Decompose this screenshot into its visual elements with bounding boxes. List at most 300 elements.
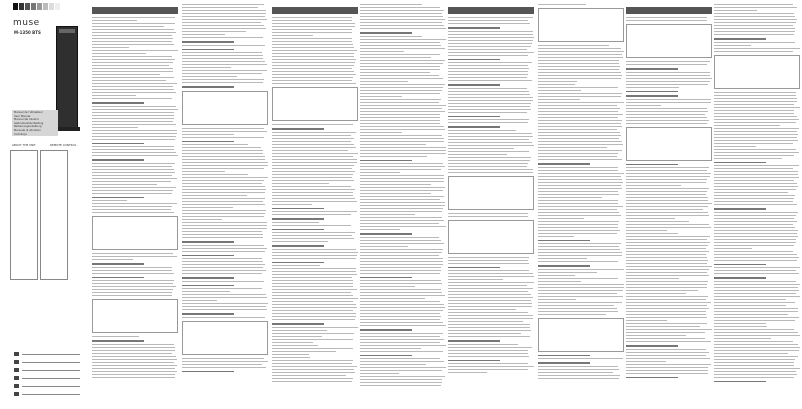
text-line (92, 32, 176, 33)
text-line (448, 65, 528, 66)
figure (448, 220, 534, 254)
text-line (360, 217, 442, 218)
text-line (714, 296, 800, 297)
text-line (360, 132, 402, 133)
text-line (538, 281, 581, 282)
text-line (626, 20, 707, 21)
text-line (92, 374, 175, 375)
text-line (360, 220, 444, 221)
text-line (714, 16, 795, 17)
text-line (92, 136, 176, 137)
text-column (626, 4, 712, 380)
text-line (626, 78, 712, 79)
text-line (626, 341, 711, 342)
text-line (360, 172, 400, 173)
text-line (538, 150, 622, 151)
text-line (360, 237, 439, 238)
text-line (626, 287, 707, 288)
text-line (272, 286, 353, 287)
text-column (538, 4, 624, 381)
subheading (360, 355, 412, 357)
text-line (626, 296, 708, 297)
text-line (92, 118, 174, 119)
subheading (272, 323, 324, 325)
text-line (182, 222, 267, 223)
color-calibration-strip (13, 3, 60, 10)
text-line (360, 358, 440, 359)
text-line (626, 370, 708, 371)
text-line (714, 317, 799, 318)
text-line (714, 183, 797, 184)
text-line (538, 224, 618, 225)
text-line (538, 141, 622, 142)
section-heading (272, 7, 358, 14)
text-line (626, 364, 711, 365)
text-line (626, 311, 706, 312)
text-line (626, 194, 706, 195)
text-line (448, 288, 533, 289)
text-line (626, 173, 711, 174)
text-line (92, 106, 176, 107)
text-line (538, 153, 618, 154)
text-line (538, 194, 619, 195)
text-line (182, 273, 262, 274)
subheading (182, 41, 234, 43)
text-line (272, 62, 355, 63)
text-line (272, 357, 310, 358)
text-line (272, 280, 353, 281)
text-line (448, 106, 530, 107)
text-line (626, 293, 686, 294)
text-line (360, 42, 440, 43)
text-line (626, 206, 708, 207)
text-line (92, 62, 173, 63)
text-line (714, 125, 780, 126)
text-line (714, 101, 797, 102)
text-line (714, 201, 793, 202)
text-line (182, 303, 268, 304)
text-line (182, 165, 268, 166)
text-line (272, 201, 357, 202)
text-line (448, 17, 533, 18)
text-line (538, 99, 580, 100)
text-line (182, 168, 264, 169)
text-line (538, 293, 617, 294)
text-line (360, 255, 439, 256)
text-line (626, 305, 707, 306)
language-item: Manuel de l'utilisateur (14, 111, 43, 114)
text-line (714, 308, 798, 309)
text-line (182, 306, 266, 307)
text-line (182, 231, 262, 232)
text-line (360, 10, 444, 11)
text-line (448, 356, 529, 357)
text-line (92, 71, 173, 72)
text-line (360, 75, 439, 76)
text-line (448, 71, 528, 72)
text-line (272, 144, 354, 145)
text-line (182, 174, 248, 175)
text-line (272, 189, 355, 190)
text-line (626, 81, 710, 82)
subheading (714, 208, 766, 210)
text-line (360, 292, 442, 293)
text-line (360, 373, 399, 374)
text-line (626, 278, 679, 279)
text-line (360, 39, 446, 40)
text-line (714, 314, 788, 315)
text-line (182, 156, 265, 157)
text-line (182, 137, 264, 138)
text-line (714, 326, 767, 327)
text-line (182, 31, 246, 32)
text-line (626, 272, 707, 273)
text-line (360, 205, 445, 206)
text-line (448, 40, 533, 41)
text-line (272, 32, 352, 33)
text-line (538, 78, 621, 79)
text-line (92, 190, 173, 191)
text-line (272, 360, 353, 361)
text-line (448, 294, 531, 295)
text-line (448, 49, 527, 50)
language-item: User Manual (14, 114, 31, 118)
text-line (448, 263, 529, 264)
subheading (714, 381, 766, 383)
subheading (626, 377, 678, 379)
figure (626, 24, 712, 58)
text-line (714, 168, 793, 169)
text-line (626, 242, 710, 243)
text-line (538, 302, 622, 303)
text-line (182, 228, 267, 229)
text-line (360, 240, 441, 241)
text-line (538, 314, 606, 315)
text-line (448, 273, 533, 274)
text-line (182, 13, 266, 14)
text-line (538, 123, 621, 124)
text-line (92, 259, 133, 260)
text-line (448, 160, 530, 161)
text-line (272, 174, 353, 175)
text-line (182, 171, 225, 172)
text-line (626, 61, 710, 62)
text-line (626, 84, 708, 85)
text-line (182, 58, 263, 59)
text-line (272, 375, 346, 376)
text-line (714, 177, 799, 178)
speaker-tower-image (56, 26, 78, 128)
text-line (92, 286, 176, 287)
text-line (626, 257, 707, 258)
text-line (360, 90, 442, 91)
text-line (272, 252, 358, 253)
text-line (714, 230, 798, 231)
text-line (714, 353, 788, 354)
text-line (360, 84, 445, 85)
text-line (272, 316, 356, 317)
text-line (448, 300, 531, 301)
text-line (92, 112, 174, 113)
text-line (360, 150, 446, 151)
subheading (448, 267, 500, 269)
text-line (92, 80, 166, 81)
text-line (360, 16, 443, 17)
subheading (272, 218, 324, 220)
text-line (92, 203, 177, 204)
text-line (448, 91, 529, 92)
text-line (92, 109, 178, 110)
text-line (272, 183, 329, 184)
text-line (360, 4, 422, 5)
text-line (182, 309, 267, 310)
text-line (182, 300, 217, 301)
subheading (538, 362, 590, 364)
text-line (182, 317, 265, 318)
text-line (538, 111, 618, 112)
text-line (538, 144, 623, 145)
text-line (714, 359, 795, 360)
text-line (92, 74, 160, 75)
text-line (626, 72, 710, 73)
text-line (626, 102, 711, 103)
text-line (92, 181, 171, 182)
text-line (714, 204, 797, 205)
figure (538, 8, 624, 42)
text-line (360, 126, 444, 127)
text-line (714, 137, 797, 138)
text-line (92, 86, 173, 87)
text-line (272, 159, 357, 160)
text-line (272, 77, 353, 78)
text-line (538, 96, 621, 97)
text-line (272, 330, 327, 331)
text-line (360, 105, 446, 106)
text-line (538, 375, 620, 376)
text-line (714, 371, 796, 372)
text-line (182, 364, 262, 365)
text-line (448, 136, 533, 137)
text-line (360, 367, 446, 368)
subheading (360, 160, 412, 162)
text-line (626, 191, 707, 192)
text-line (538, 120, 622, 121)
subheading (448, 126, 500, 128)
figure (626, 127, 712, 161)
text-line (92, 289, 173, 290)
text-line (360, 385, 441, 386)
text-line (448, 46, 531, 47)
text-line (92, 267, 172, 268)
text-line (182, 45, 265, 46)
text-line (626, 251, 709, 252)
text-line (626, 239, 707, 240)
text-line (626, 317, 707, 318)
subheading (92, 159, 144, 161)
text-line (182, 264, 265, 265)
text-line (538, 308, 617, 309)
text-line (538, 117, 618, 118)
subheading (182, 255, 234, 257)
text-line (626, 99, 711, 100)
subheading (448, 27, 500, 29)
text-line (360, 99, 441, 100)
text-line (182, 144, 248, 145)
text-line (448, 333, 521, 334)
text-line (448, 139, 529, 140)
text-line (360, 96, 402, 97)
text-line (448, 297, 533, 298)
text-line (92, 270, 172, 271)
section-heading (92, 7, 178, 14)
text-line (182, 267, 263, 268)
text-line (538, 72, 621, 73)
remote-diagram (40, 150, 68, 280)
text-line (538, 221, 619, 222)
text-line (92, 280, 174, 281)
text-line (182, 234, 263, 235)
text-line (92, 83, 177, 84)
text-line (626, 269, 709, 270)
text-line (92, 41, 172, 42)
text-line (626, 167, 709, 168)
text-line (92, 127, 138, 128)
text-line (272, 283, 353, 284)
text-line (538, 275, 575, 276)
text-line (448, 55, 528, 56)
text-line (92, 362, 174, 363)
text-line (714, 368, 800, 369)
text-line (92, 187, 176, 188)
text-line (626, 212, 708, 213)
text-line (448, 109, 531, 110)
text-line (714, 338, 771, 339)
text-line (626, 254, 706, 255)
text-line (360, 295, 445, 296)
text-line (714, 92, 796, 93)
subheading (272, 208, 324, 210)
text-line (92, 175, 172, 176)
text-line (626, 263, 707, 264)
text-line (626, 182, 706, 183)
text-line (272, 68, 352, 69)
text-line (360, 304, 444, 305)
text-line (626, 108, 707, 109)
text-line (182, 198, 265, 199)
text-line (626, 200, 708, 201)
text-line (538, 4, 586, 5)
text-line (626, 314, 706, 315)
text-line (448, 112, 527, 113)
text-line (714, 311, 798, 312)
text-line (92, 35, 172, 36)
text-line (182, 34, 225, 35)
text-line (626, 188, 709, 189)
text-line (626, 75, 710, 76)
text-line (448, 77, 527, 78)
subheading (360, 277, 412, 279)
text-line (272, 59, 356, 60)
text-line (448, 37, 534, 38)
text-line (714, 19, 797, 20)
subheading (448, 84, 500, 86)
text-line (92, 209, 171, 210)
text-line (92, 38, 173, 39)
text-line (714, 227, 795, 228)
text-line (538, 209, 617, 210)
text-line (448, 318, 533, 319)
text-line (272, 168, 352, 169)
text-line (182, 297, 267, 298)
text-line (448, 157, 531, 158)
text-line (92, 368, 175, 369)
text-line (92, 121, 173, 122)
text-line (538, 258, 587, 259)
text-line (714, 98, 797, 99)
text-line (538, 54, 622, 55)
text-line (360, 81, 408, 82)
language-item: Manual del Usuario (14, 118, 39, 122)
text-line (360, 22, 442, 23)
text-line (182, 131, 267, 132)
text-line (182, 270, 266, 271)
text-line (272, 177, 352, 178)
remote-control-label: REMOTE CONTROL (50, 143, 77, 147)
text-line (714, 45, 751, 46)
text-line (714, 4, 793, 5)
text-line (360, 342, 440, 343)
text-line (714, 113, 794, 114)
text-line (538, 66, 620, 67)
text-line (714, 377, 794, 378)
language-item: Gebruikershandleiding (14, 121, 44, 125)
text-line (714, 302, 795, 303)
text-line (360, 123, 440, 124)
text-line (182, 186, 265, 187)
text-line (538, 378, 619, 379)
text-line (448, 68, 529, 69)
text-line (714, 287, 798, 288)
text-line (448, 291, 528, 292)
text-line (360, 25, 444, 26)
text-line (626, 248, 706, 249)
subheading (92, 197, 144, 199)
text-line (272, 211, 357, 212)
text-line (448, 142, 532, 143)
text-line (360, 54, 440, 55)
text-line (272, 319, 355, 320)
text-line (538, 132, 620, 133)
text-line (272, 241, 328, 242)
text-line (448, 119, 529, 120)
text-line (626, 326, 700, 327)
text-line (448, 34, 533, 35)
text-line (272, 153, 358, 154)
text-line (714, 186, 798, 187)
text-line (272, 147, 356, 148)
text-line (92, 347, 175, 348)
text-line (626, 215, 709, 216)
text-line (360, 214, 415, 215)
text-line (448, 62, 532, 63)
text-line (360, 376, 445, 377)
text-line (538, 156, 617, 157)
text-line (626, 320, 667, 321)
text-line (448, 52, 534, 53)
text-line (714, 218, 794, 219)
text-line (360, 307, 445, 308)
text-line (360, 267, 441, 268)
